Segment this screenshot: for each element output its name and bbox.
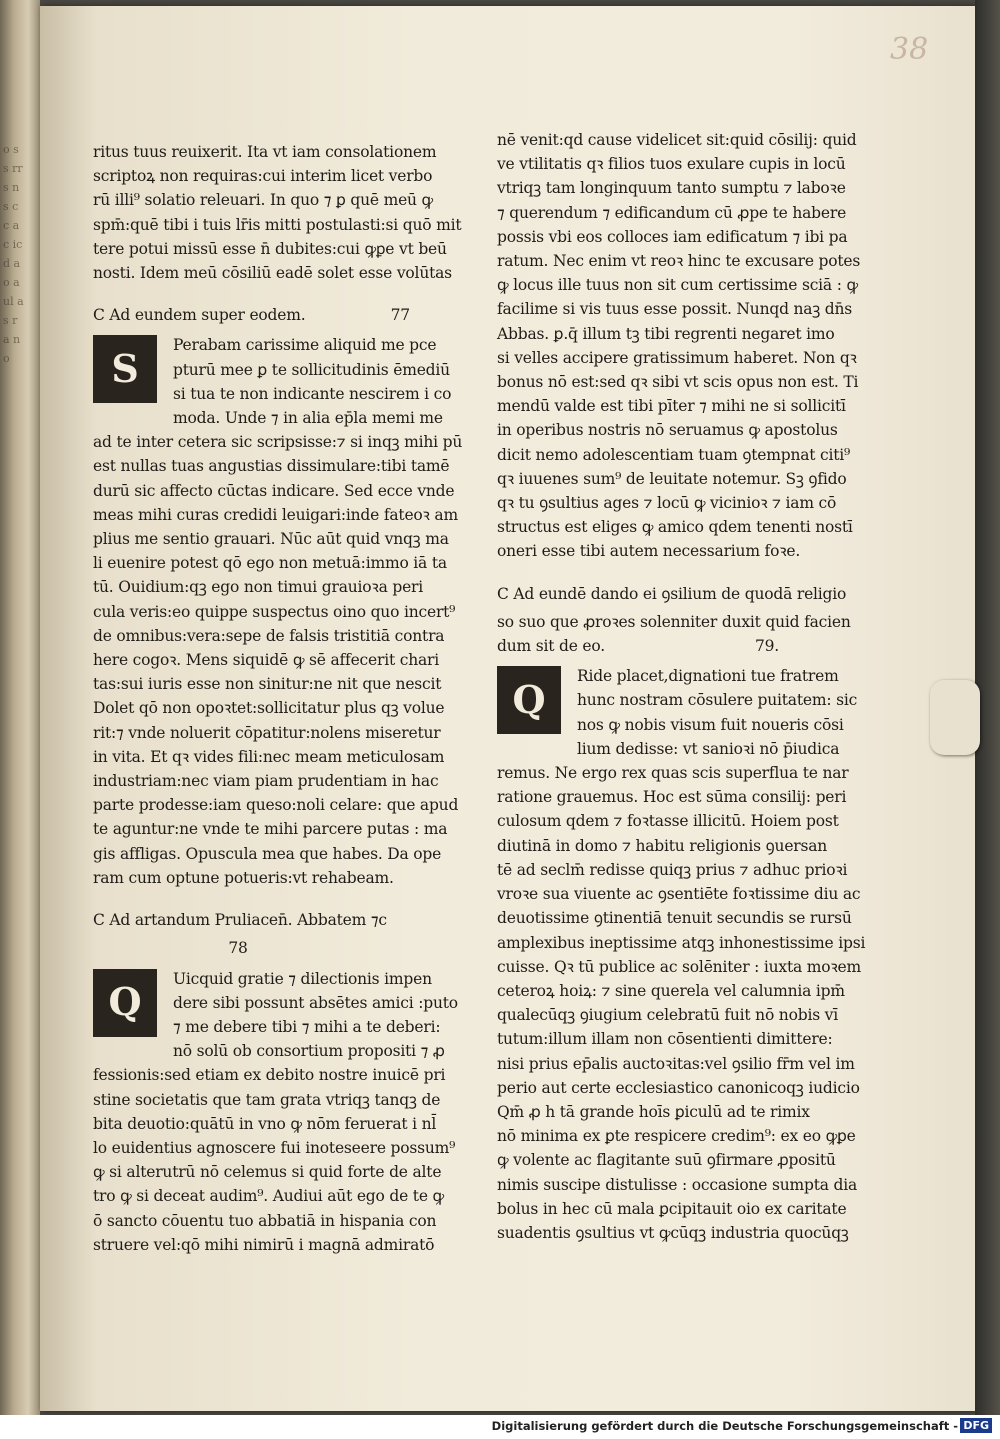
- text-line: meas mihi curas credidi leuigari:inde fateoꝛ am: [93, 505, 458, 524]
- decorated-initial-q-2: Q: [497, 666, 561, 734]
- facing-page-edge: [0, 0, 40, 1415]
- text-line: plius me sentio grauari. Nūc aūt quid vnqꝫ ma: [93, 530, 449, 549]
- letter-number-78: 78: [228, 939, 248, 958]
- left-column: [93, 140, 473, 1257]
- text-line: bita deuotio:quātū in vno ꝙ nōm feruerat i nl̄: [93, 1114, 437, 1133]
- page-clip-tab: [930, 680, 980, 755]
- text-line: dicit nemo adolescentiam tuam ꝯtempnat citi⁹: [497, 445, 851, 464]
- text-line: ratione grauemus. Hoc est sūma consilij: peri: [497, 788, 847, 807]
- text-line: struere vel:qō mihi nimirū i magnā admiratō: [93, 1235, 435, 1254]
- text-line: diutinā in domo ⁊ habitu religionis ꝯuersan: [497, 836, 828, 855]
- text-line: Dolet qō non opoꝛtet:sollicitatur plus qꝫ volue: [93, 699, 445, 718]
- footer-bar: [0, 1415, 1000, 1439]
- text-line: dere sibi possunt absētes amici :puto: [173, 993, 458, 1012]
- text-line: moda. Unde ⁊ in alia ep̄la memi me: [173, 409, 443, 428]
- letter-79-body: [497, 664, 877, 761]
- heading-line: dum sit de eo. 79.: [497, 637, 780, 656]
- text-line: ꝙ locus ille tuus non sit cum certissime sciā : ꝙ: [497, 276, 858, 295]
- letter-78-body: [93, 967, 473, 1064]
- text-line: cula veris:eo quippe suspectus oino quo incert⁹: [93, 602, 456, 621]
- text-line: ratum. Nec enim vt reoꝛ hinc te excusare potes: [497, 252, 861, 271]
- text-line: bolus in hec cū mala ꝑcipitauit oio ex caritate: [497, 1199, 847, 1218]
- text-line: nē venit:qd cause videlicet sit:quid cōsilij: quid: [497, 131, 857, 149]
- letter-heading-77: C Ad eundem super eodem. 77: [93, 306, 410, 325]
- text-line: ō sancto cōuentu tuo abbatiā in hispania con: [93, 1211, 437, 1230]
- text-line: ritus tuus reuixerit. Ita vt iam consolationem: [93, 143, 437, 161]
- text-line: ram cum optune potueris:vt rehabeam.: [93, 868, 394, 887]
- left-column-opening-text: [93, 140, 473, 285]
- text-line: ceteroꝝ hoiꝝ: ⁊ sine querela vel calumnia ipm̄: [497, 981, 845, 1000]
- text-line: qualecūqꝫ ꝯiugium celebratū fuit nō nobis vī: [497, 1006, 838, 1025]
- text-line: bonus nō est:sed qꝛ sibi vt scis opus non est. Ti: [497, 373, 859, 392]
- text-line: tutum:illum illam non cōsentienti dimittere:: [497, 1030, 833, 1049]
- text-line: tū. Ouidium:qꝫ ego non timui grauioꝛa peri: [93, 578, 424, 597]
- text-line: rit:⁊ vnde noluerit cōpatitur:nolens miseretur: [93, 723, 441, 742]
- text-line: facilime si vis tuus esse possit. Nunqd naꝫ dn̄s: [497, 300, 853, 319]
- text-line: in operibus nostris nō seruamus ꝙ apostolus: [497, 421, 838, 440]
- facing-page-fragment: o s s rrs n s c c ac ic d a o a ul a s r a no: [3, 143, 24, 365]
- letter-77-text: [93, 430, 473, 890]
- text-line: deuotissime ꝯtinentiā tenuit secundis se rursū: [497, 909, 852, 928]
- text-line: Perabam carissime aliquid me pce: [173, 336, 437, 355]
- letter-heading-79: C Ad eundē dando ei ꝯsilium de quodā religio: [497, 584, 847, 603]
- letter-79-text: [497, 761, 877, 1245]
- text-line: ꝙ volente ac flagitante suū ꝯfirmare ꝓpositū: [497, 1151, 836, 1170]
- text-line: nō minima ex ꝑte respicere credim⁹: ex eo ꝙꝑe: [497, 1127, 856, 1146]
- letter-heading-79-continued: [497, 610, 877, 658]
- text-line: Abbas. ꝑ.q̄ illum tꝫ tibi regrenti negaret imo: [497, 324, 835, 343]
- text-line: nos ꝙ nobis visum fuit noueris cōsi: [577, 715, 844, 734]
- letter-heading-78: C Ad artandum Pruliacen̄. Abbatem ⁊c: [93, 911, 387, 930]
- text-line: nō solū ob consortium propositi ⁊ ꝓ: [173, 1042, 445, 1061]
- text-line: amplexibus ineptissime atqꝫ inhonestissime ipsi: [497, 933, 866, 952]
- text-line: possis vbi eos colloces iam edificatum ⁊ ibi pa: [497, 227, 848, 246]
- text-line: rū illi⁹ solatio releuari. In quo ⁊ ꝑ quē meū ꝙ: [93, 191, 433, 210]
- text-line: lo euidentius agnoscere fui inoteseere possum⁹: [93, 1138, 456, 1157]
- text-line: qꝛ iuuenes sum⁹ de leuitate notemur. Sꝫ ꝯfido: [497, 469, 847, 488]
- text-line: qꝛ tu ꝯsultius ages ⁊ locū ꝙ vicinioꝛ ⁊ iam cō: [497, 494, 837, 513]
- text-line: structus est eliges ꝙ amico qdem tenenti nostī: [497, 518, 853, 537]
- text-line: vtriqꝫ tam longinquum tanto sumptu ⁊ laboꝛe: [497, 179, 846, 198]
- text-line: industriam:nec viam piam prudentiam in hac: [93, 772, 439, 791]
- text-line: durū sic affecto cūctas indicare. Sed ecce vnde: [93, 481, 455, 500]
- text-line: tere potui missū esse n̄ dubites:cui ꝙꝑe vt beū: [93, 239, 447, 258]
- text-line: est nullas tuas angustias dissimulare:tibi tamē: [93, 457, 450, 476]
- text-line: te aguntur:ne vnde te mihi parcere putas : ma: [93, 820, 448, 839]
- text-line: ⁊ querendum ⁊ edificandum cū ꝓpe te habere: [497, 203, 847, 222]
- letter-number-79: 79.: [754, 637, 780, 656]
- text-line: lium dedisse: vt sanioꝛi nō p̄iudica: [577, 739, 840, 758]
- heading-line: so suo que ꝓroꝛes solenniter duxit quid facien: [497, 612, 851, 631]
- text-line: pturū mee ꝑ te sollicitudinis ēmediū: [173, 360, 450, 379]
- text-line: here cogoꝛ. Mens siquidē ꝙ sē affecerit chari: [93, 651, 439, 670]
- text-line: de omnibus:vera:sepe de falsis tristitiā contra: [93, 626, 445, 645]
- text-line: nisi prius ep̄alis auctoꝛitas:vel ꝯsilio fr̄m vel im: [497, 1054, 855, 1073]
- text-line: parte prodesse:iam queso:noli celare: que apud: [93, 796, 459, 815]
- text-line: spm̄:quē tibi i tuis lr̄is mitti postulasti:si quō mit: [93, 215, 462, 234]
- decorated-initial-q: Q: [93, 969, 157, 1037]
- text-line: vroꝛe sua viuente ac ꝯsentiēte foꝛtissime diu ac: [497, 885, 861, 904]
- text-line: ꝙ si alterutrū nō celemus si quid forte de alte: [93, 1163, 442, 1182]
- text-line: tē ad seclm̄ redisse quiqꝫ prius ⁊ adhuc prioꝛi: [497, 860, 848, 879]
- text-line: culosum qdem ⁊ foꝛtasse illicitū. Hoiem post: [497, 812, 839, 831]
- text-line: scriptoꝝ non requiras:cui interim licet verbo: [93, 167, 433, 186]
- text-line: suadentis ꝯsultius vt ꝙcūqꝫ industria quocūqꝫ: [497, 1223, 849, 1242]
- text-line: remus. Ne ergo rex quas scis superflua te nar: [497, 764, 849, 783]
- text-line: ⁊ me debere tibi ⁊ mihi a te deberi:: [173, 1017, 441, 1036]
- text-line: ad te inter cetera sic scripsisse:⁊ si inqꝫ mihi pū: [93, 433, 463, 452]
- text-line: nimis suscipe distulisse : occasione sumpta dia: [497, 1175, 858, 1194]
- right-column: [497, 128, 877, 1245]
- text-line: si velles accipere gratissimum haberet. Non qꝛ: [497, 348, 857, 367]
- dfg-logo: DFG: [960, 1418, 992, 1433]
- text-line: fessionis:sed etiam ex debito nostre inuicē pri: [93, 1066, 446, 1085]
- text-line: li euenire potest qō ego non metuā:immo iā ta: [93, 554, 447, 573]
- text-line: Uicquid gratie ⁊ dilectionis impen: [173, 969, 432, 988]
- letter-78-text: [93, 1063, 473, 1257]
- text-line: mendū valde est tibi pīter ⁊ mihi ne si sollicitī: [497, 397, 846, 416]
- text-line: tro ꝙ si deceat audim⁹. Audiui aūt ego de te ꝙ: [93, 1187, 444, 1206]
- folio-number: 38: [890, 32, 929, 67]
- text-line: tas:sui iuris esse non sinitur:ne nit que nescit: [93, 675, 442, 694]
- decorated-initial-s: S: [93, 335, 157, 403]
- text-line: in vita. Et qꝛ vides fili:nec meam meticulosam: [93, 747, 445, 766]
- text-line: Qm̄ ꝓ h tā grande hoīs ꝑiculū ad te rimix: [497, 1102, 810, 1121]
- text-line: perio aut certe ecclesiastico canonicoqꝫ iudicio: [497, 1078, 860, 1097]
- text-line: si tua te non indicante nescirem i co: [173, 384, 452, 403]
- text-line: gis affligas. Opuscula mea que habes. Da ope: [93, 844, 442, 863]
- text-line: nosti. Idem meū cōsiliū eadē solet esse volūtas: [93, 264, 452, 283]
- text-line: stine societatis que tam grata vtriqꝫ tanqꝫ de: [93, 1090, 441, 1109]
- text-line: oneri esse tibi autem necessarium foꝛe.: [497, 542, 801, 561]
- text-line: ve vtilitatis qꝛ filios tuos exulare cupis in locū: [497, 155, 846, 174]
- letter-77-body: [93, 333, 473, 430]
- text-line: Ride placet,dignationi tue fratrem: [577, 667, 839, 686]
- right-column-opening-text: [497, 128, 877, 564]
- text-line: cuisse. Qꝛ tū publice ac solēniter : iuxta moꝛem: [497, 957, 862, 976]
- text-line: hunc nostram cōsulere puitatem: sic: [577, 691, 858, 710]
- funding-note: Digitalisierung gefördert durch die Deutsche Forschungsgemeinschaft -: [491, 1419, 958, 1433]
